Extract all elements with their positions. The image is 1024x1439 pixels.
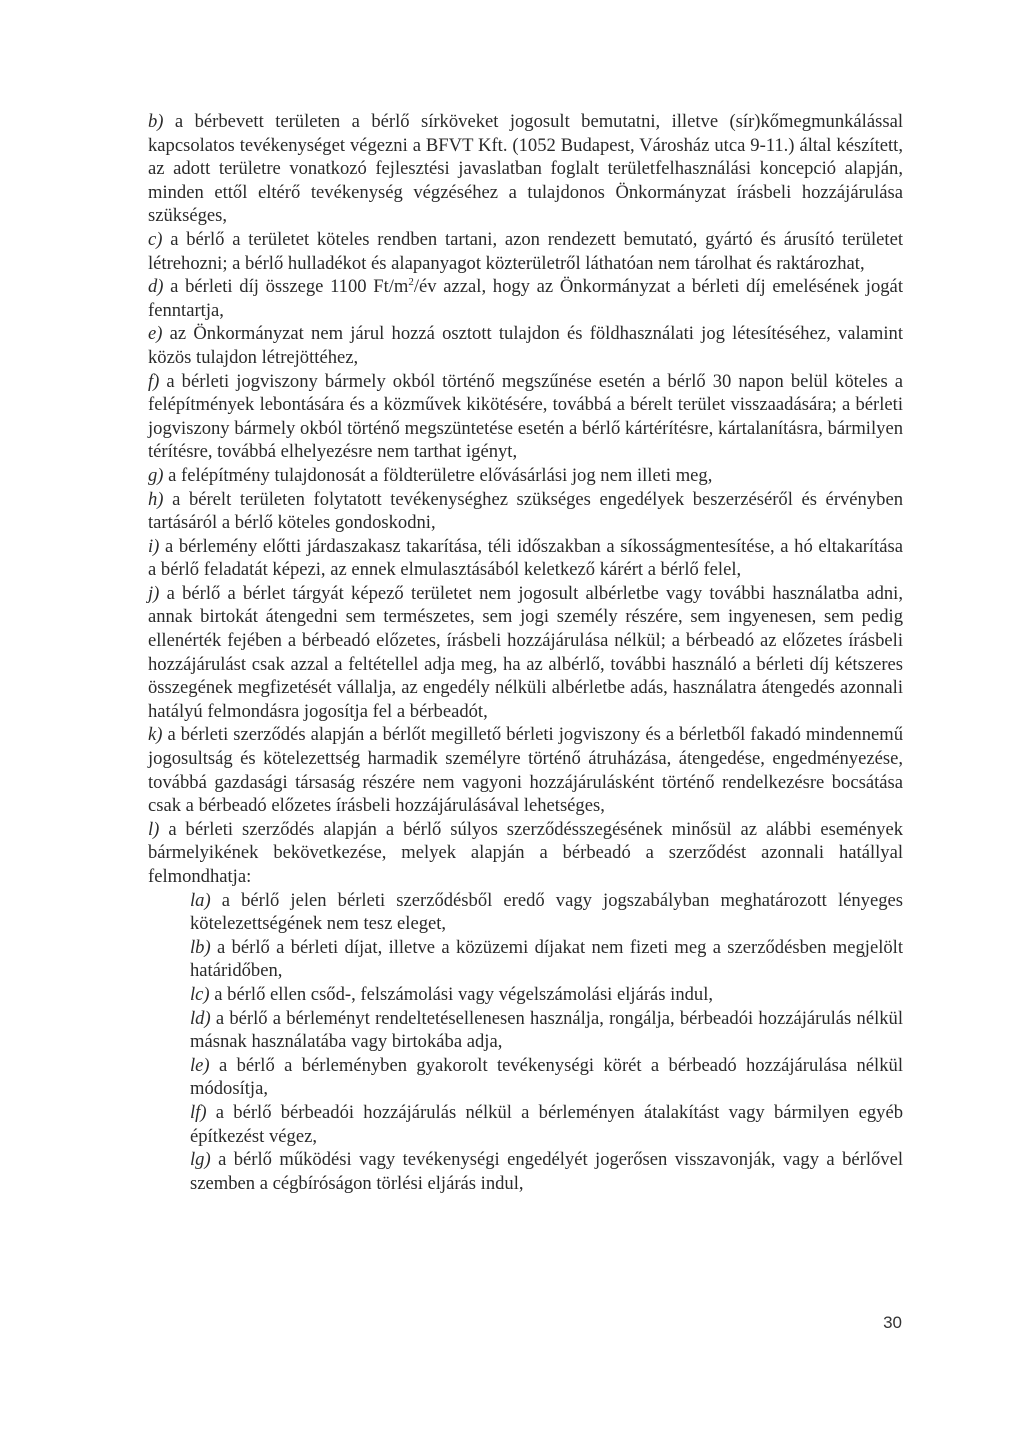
- subitem-marker: la): [190, 889, 211, 911]
- paragraph-l: [148, 818, 903, 889]
- paragraph-c: [148, 228, 903, 275]
- subitem-lg: [190, 1148, 903, 1195]
- item-marker: f): [148, 370, 160, 392]
- item-marker: e): [148, 323, 163, 345]
- item-marker: k): [148, 724, 163, 746]
- item-marker: b): [148, 111, 164, 132]
- subitem-lc: [190, 983, 903, 1007]
- item-marker: h): [148, 488, 164, 510]
- subitem-ld: [190, 1007, 903, 1054]
- paragraph-text: a bérleti jogviszony bármely okból történő megszűnése esetén a bérlő 30 napon belül köteles a felépítmények lebontására és a közművek kikötésére, továbbá a bérelt terület visszaadására; a bérleti jogviszony bármely okból történő megszüntetése esetén a bérlő kártérítésre, kártalanításra, bármilyen térítésre, továbbá elhelyezésre nem tarthat igényt,: [148, 370, 903, 463]
- paragraph-text: a bérleti díj összege 1100 Ft/m: [163, 276, 409, 298]
- subitem-marker: lc): [190, 983, 210, 1005]
- item-marker: g): [148, 464, 164, 486]
- paragraph-b: [148, 110, 903, 228]
- subitem-marker: lg): [190, 1149, 211, 1171]
- page-number: 30: [883, 1313, 902, 1332]
- paragraph-text: a felépítmény tulajdonosát a földterületre elővásárlási jog nem illeti meg,: [163, 464, 713, 486]
- subitem-text: a bérlő jelen bérleti szerződésből eredő vagy jogszabályban meghatározott lényeges kötelezettségének nem tesz eleget,: [190, 889, 903, 935]
- subitem-text: a bérlő működési vagy tevékenységi engedélyét jogerősen visszavonják, vagy a bérlővel szemben a cégbíróságon törlési eljárás indul,: [190, 1149, 903, 1194]
- subitem-text: a bérlő a bérleti díjat, illetve a közüzemi díjakat nem fizeti meg a szerződésben megjelölt határidőben,: [190, 936, 903, 982]
- paragraph-i: [148, 535, 903, 582]
- subitem-marker: ld): [190, 1007, 211, 1029]
- paragraph-text: a bérlemény előtti járdaszakasz takarítása, téli időszakban a síkosságmentesítése, a hó eltakarítása a bérlő feladatát képezi, az ennek elmulasztásából keletkező kárért a bérlő felel,: [148, 535, 903, 581]
- item-marker: j): [148, 582, 160, 604]
- paragraph-text: a bérbevett területen a bérlő sírköveket jogosult bemutatni, illetve (sír)kőmegmunkálással kapcsolatos tevékenységet végezni a BFVT Kft. (1052 Budapest, Városház utca 9-11.) által készített, az adott területre vonatkozó fejlesztési javaslatban foglalt területfelhasználási koncepció alapján, minden ettől eltérő tevékenység végzéséhez a tulajdonos Önkormányzat írásbeli hozzájárulása szükséges,: [148, 111, 903, 227]
- paragraph-d: [148, 275, 903, 322]
- paragraph-g: [148, 464, 903, 488]
- subitem-le: [190, 1054, 903, 1101]
- paragraph-text: a bérlő a bérlet tárgyát képező területet nem jogosult albérletbe vagy további használatba adni, annak birtokát átengedni sem természetes, sem jogi személy részére, sem ingyenesen, sem pedig ellenérték fejében a bérbeadó előzetes, írásbeli hozzájárulása nélkül; a bérbeadó az előzetes írásbeli hozzájárulást csak azzal a feltétellel adja meg, ha az albérlő, további használó a bérleti díj kétszeres összegének megfizetését vállalja, az engedély nélküli albérletbe adás, használatra átengedés azonnali hatályú felmondásra jogosítja fel a bérbeadót,: [148, 582, 903, 722]
- paragraph-text: a bérleti szerződés alapján a bérlő súlyos szerződésszegésének minősül az alábbi események bármelyikének bekövetkezése, melyek alapján a bérbeadó a szerződést azonnali hatállyal felmondhatja:: [148, 818, 903, 887]
- subitem-text: a bérlő a bérleményben gyakorolt tevékenységi körét a bérbeadó hozzájárulása nélkül módosítja,: [190, 1054, 903, 1100]
- subitem-text: a bérlő bérbeadói hozzájárulás nélkül a bérleményen átalakítást vagy bármilyen egyéb építkezést végez,: [190, 1101, 903, 1147]
- paragraph-h: [148, 488, 903, 535]
- paragraph-text: az Önkormányzat nem járul hozzá osztott tulajdon és földhasználati jog létesítéséhez, valamint közös tulajdon létrejöttéhez,: [148, 323, 903, 368]
- paragraph-text: a bérlő a területet köteles rendben tartani, azon rendezett bemutató, gyártó és árusító területet létrehozni; a bérlő hulladékot és alapanyagot közterületről láthatóan nem tárolhat és raktározhat,: [148, 228, 903, 274]
- subitem-marker: lf): [190, 1101, 207, 1123]
- paragraph-text: a bérleti szerződés alapján a bérlőt megillető bérleti jogviszony és a bérletből fakadó mindennemű jogosultság és kötelezettség harmadik személyre történő átruházása, átengedése, engedményezése, továbbá gazdasági társaság részére nem vagyoni hozzájárulásként történő rendelkezésre bocsátása csak a bérbeadó előzetes írásbeli hozzájárulásával lehetséges,: [148, 724, 903, 817]
- document-body: [148, 110, 903, 1195]
- subitem-marker: le): [190, 1054, 210, 1076]
- subitem-lb: [190, 936, 903, 983]
- item-marker: d): [148, 276, 164, 298]
- item-marker: c): [148, 228, 163, 250]
- superscript: 2: [408, 276, 414, 289]
- item-marker: l): [148, 818, 160, 840]
- subitem-text: a bérlő a bérleményt rendeltetésellenesen használja, rongálja, bérbeadói hozzájárulás nélkül másnak használatába vagy birtokába adja,: [190, 1007, 903, 1053]
- subitem-text: a bérlő ellen csőd-, felszámolási vagy végelszámolási eljárás indul,: [209, 983, 714, 1005]
- subitem-lf: [190, 1101, 903, 1148]
- subitem-la: [190, 889, 903, 936]
- item-marker: i): [148, 535, 160, 557]
- paragraph-text-after: /év azzal, hogy az Önkormányzat a bérleti díj emelésének jogát fenntartja,: [148, 276, 903, 321]
- paragraph-j: [148, 582, 903, 724]
- paragraph-text: a bérelt területen folytatott tevékenységhez szükséges engedélyek beszerzéséről és érvényben tartásáról a bérlő köteles gondoskodni,: [148, 488, 903, 534]
- subitem-marker: lb): [190, 936, 211, 958]
- paragraph-k: [148, 723, 903, 817]
- paragraph-e: [148, 322, 903, 369]
- paragraph-f: [148, 370, 903, 464]
